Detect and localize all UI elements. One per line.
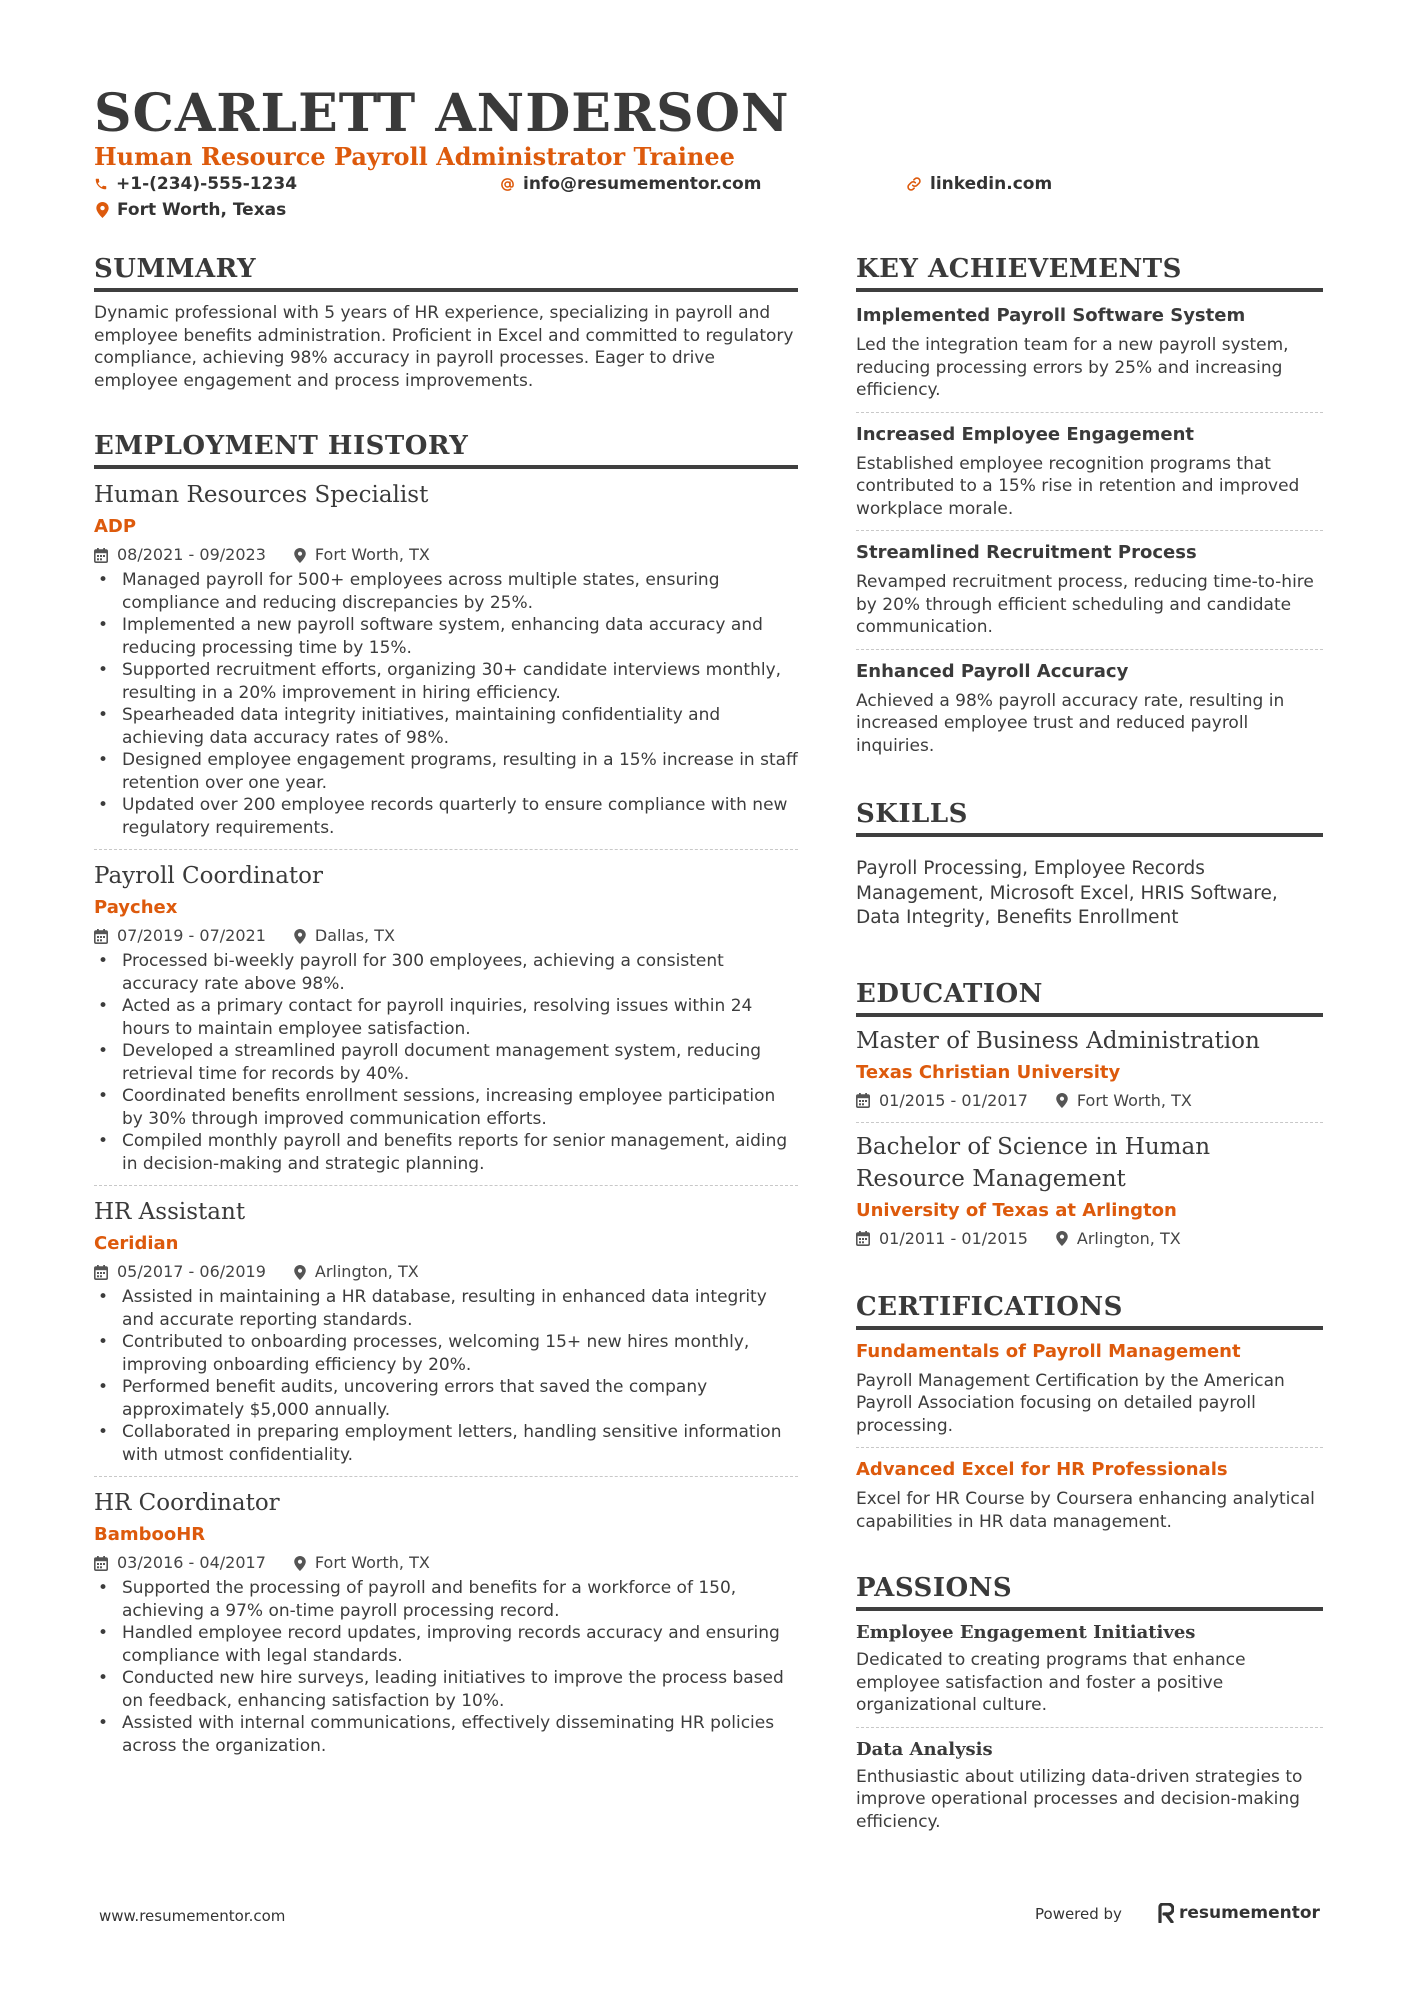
map-pin-icon — [1056, 1231, 1068, 1246]
job-bullet: • Spearheaded data integrity initiatives, maintaining confidentiality and achieving data accuracy rates of 98%. — [94, 704, 798, 749]
job-entry — [94, 1477, 798, 1767]
job-bullet: • Assisted in maintaining a HR database, resulting in enhanced data integrity and accurate reporting standards. — [94, 1286, 798, 1331]
passions-heading: PASSIONS — [856, 1571, 1323, 1611]
certification-desc: Excel for HR Course by Coursera enhancing analytical capabilities in HR data management. — [856, 1489, 1315, 1532]
job-bullets — [94, 569, 798, 839]
job-company: Ceridian — [94, 1233, 179, 1254]
job-bullet: • Updated over 200 employee records quarterly to ensure compliance with new regulatory requirements. — [94, 794, 798, 839]
job-dates: 03/2016 - 04/2017 — [117, 1553, 266, 1572]
education-dates: 01/2015 - 01/2017 — [879, 1090, 1028, 1110]
achievements-section — [856, 252, 1323, 767]
summary-section — [94, 252, 798, 392]
achievement-title: Implemented Payroll Software System — [856, 305, 1246, 326]
brand-logo[interactable] — [1158, 1901, 1320, 1925]
job-bullets — [94, 1286, 798, 1466]
map-pin-icon — [96, 202, 109, 218]
employment-section — [94, 429, 798, 1767]
achievements-heading: KEY ACHIEVEMENTS — [856, 252, 1323, 292]
education-item — [856, 1123, 1323, 1260]
job-dates: 08/2021 - 09/2023 — [117, 545, 266, 564]
job-title: HR Coordinator — [94, 1490, 280, 1516]
map-pin-icon — [294, 929, 306, 944]
education-section — [856, 977, 1323, 1260]
job-bullets — [94, 950, 798, 1175]
job-bullet: • Conducted new hire surveys, leading initiatives to improve the process based on feedback, enhancing satisfaction by 10%. — [94, 1667, 798, 1712]
job-location: Dallas, TX — [314, 926, 395, 945]
at-icon — [500, 177, 515, 192]
summary-text: Dynamic professional with 5 years of HR experience, specializing in payroll and employee benefits administration. Proficient in Excel and committed to regulatory compliance, achieving 98% accuracy in payroll processes. Eager to drive employee engagement and process improvements. — [94, 303, 794, 391]
job-bullet: • Coordinated benefits enrollment sessions, increasing employee participation by 30% through improved communication efforts. — [94, 1085, 798, 1130]
job-bullets — [94, 1577, 798, 1757]
job-location: Arlington, TX — [314, 1262, 419, 1281]
education-location: Fort Worth, TX — [1076, 1090, 1192, 1110]
education-degree: Master of Business Administration — [856, 1027, 1260, 1054]
job-company: BambooHR — [94, 1524, 206, 1545]
achievement-desc: Established employee recognition programs that contributed to a 15% rise in retention and improved workplace morale. — [856, 453, 1300, 519]
education-dates: 01/2011 - 01/2015 — [879, 1228, 1028, 1248]
education-degree: Bachelor of Science in Human Resource Management — [856, 1133, 1211, 1192]
passions-section — [856, 1571, 1323, 1843]
phone-icon — [94, 177, 108, 191]
calendar-icon — [94, 929, 108, 944]
education-item — [856, 1017, 1323, 1123]
achievement-desc: Led the integration team for a new payroll system, reducing processing errors by 25% and increasing efficiency. — [856, 335, 1289, 400]
map-pin-icon — [294, 1265, 306, 1280]
candidate-name: SCARLETT ANDERSON — [94, 83, 790, 144]
certification-title: Fundamentals of Payroll Management — [856, 1340, 1241, 1362]
job-bullet: • Performed benefit audits, uncovering errors that saved the company approximately $5,000 annually. — [94, 1376, 798, 1421]
job-company: Paychex — [94, 897, 178, 918]
achievement-title: Streamlined Recruitment Process — [856, 542, 1197, 563]
certifications-section — [856, 1290, 1323, 1544]
job-bullet: • Developed a streamlined payroll document management system, reducing retrieval time for records by 40%. — [94, 1040, 798, 1085]
job-company: ADP — [94, 516, 137, 537]
right-column — [856, 252, 1323, 1843]
job-location-wrap — [294, 1552, 430, 1574]
job-meta — [94, 1552, 798, 1574]
calendar-icon — [94, 548, 108, 563]
skills-heading: SKILLS — [856, 797, 1323, 837]
calendar-icon — [856, 1093, 870, 1108]
education-heading: EDUCATION — [856, 977, 1323, 1017]
education-meta — [856, 1090, 1323, 1112]
phone-text[interactable]: +1-(234)-555-1234 — [116, 174, 298, 194]
job-bullet: • Collaborated in preparing employment letters, handling sensitive information with utmost confidentiality. — [94, 1421, 798, 1466]
contact-linkedin — [906, 173, 1052, 195]
job-dates: 07/2019 - 07/2021 — [117, 926, 266, 945]
achievement-desc: Achieved a 98% payroll accuracy rate, resulting in increased employee trust and reduced payroll inquiries. — [856, 690, 1285, 756]
candidate-headline: Human Resource Payroll Administrator Trainee — [94, 142, 735, 171]
skills-section — [856, 797, 1323, 931]
job-entry — [94, 850, 798, 1186]
resumementor-logo-icon — [1158, 1903, 1174, 1923]
contact-email — [500, 173, 761, 195]
job-bullet: • Compiled monthly payroll and benefits reports for senior management, aiding in decision-making and strategic planning. — [94, 1130, 798, 1175]
job-title: Human Resources Specialist — [94, 482, 429, 508]
calendar-icon — [94, 1265, 108, 1280]
job-list — [94, 479, 798, 1767]
certifications-heading: CERTIFICATIONS — [856, 1290, 1323, 1330]
job-title: Payroll Coordinator — [94, 863, 323, 889]
passion-desc: Dedicated to creating programs that enhance employee satisfaction and foster a positive organizational culture. — [856, 1650, 1246, 1715]
calendar-icon — [94, 1556, 108, 1571]
job-bullet: • Assisted with internal communications, effectively disseminating HR policies across the organization. — [94, 1712, 798, 1757]
map-pin-icon — [294, 1556, 306, 1571]
job-meta — [94, 544, 798, 566]
job-meta — [94, 925, 798, 947]
job-bullet: • Processed bi-weekly payroll for 300 employees, achieving a consistent accuracy rate above 98%. — [94, 950, 798, 995]
contact-location — [96, 199, 286, 221]
achievement-title: Enhanced Payroll Accuracy — [856, 660, 1129, 682]
map-pin-icon — [1056, 1093, 1068, 1108]
achievement-title: Increased Employee Engagement — [856, 423, 1194, 445]
left-column — [94, 252, 798, 1767]
job-location: Fort Worth, TX — [314, 1553, 430, 1572]
employment-heading: EMPLOYMENT HISTORY — [94, 429, 798, 469]
job-title: HR Assistant — [94, 1199, 246, 1225]
job-entry — [94, 1186, 798, 1477]
education-location: Arlington, TX — [1076, 1228, 1181, 1248]
education-meta — [856, 1228, 1323, 1250]
job-entry — [94, 479, 798, 850]
location-text: Fort Worth, Texas — [117, 200, 287, 220]
education-school: Texas Christian University — [856, 1061, 1121, 1083]
passion-item — [856, 1728, 1323, 1844]
job-bullet: • Implemented a new payroll software system, enhancing data accuracy and reducing processing time by 15%. — [94, 614, 798, 659]
skills-text: Payroll Processing, Employee Records Management, Microsoft Excel, HRIS Software, Data Integrity, Benefits Enrollment — [856, 858, 1278, 928]
powered-by-label: Powered by — [1035, 1905, 1122, 1923]
link-icon — [906, 176, 922, 192]
job-bullet: • Managed payroll for 500+ employees across multiple states, ensuring compliance and reducing discrepancies by 25%. — [94, 569, 798, 614]
education-school: University of Texas at Arlington — [856, 1199, 1177, 1221]
calendar-icon — [856, 1231, 870, 1246]
email-text[interactable]: info@resumementor.com — [523, 174, 762, 194]
job-location-wrap — [294, 925, 395, 947]
job-bullet: • Acted as a primary contact for payroll inquiries, resolving issues within 24 hours to maintain employee satisfaction. — [94, 995, 798, 1040]
footer-url[interactable]: www.resumementor.com — [99, 1907, 286, 1925]
achievement-item — [856, 413, 1323, 532]
achievement-item — [856, 650, 1323, 768]
certification-title: Advanced Excel for HR Professionals — [856, 1459, 1228, 1480]
job-dates: 05/2017 - 06/2019 — [117, 1262, 266, 1281]
job-bullet: • Handled employee record updates, improving records accuracy and ensuring compliance with legal standards. — [94, 1622, 798, 1667]
summary-heading: SUMMARY — [94, 252, 798, 292]
job-location-wrap — [294, 544, 430, 566]
job-bullet: • Designed employee engagement programs, resulting in a 15% increase in staff retention over one year. — [94, 749, 798, 794]
job-bullet: • Contributed to onboarding processes, welcoming 15+ new hires monthly, improving onboarding efficiency by 20%. — [94, 1331, 798, 1376]
certification-desc: Payroll Management Certification by the American Payroll Association focusing on detailed payroll processing. — [856, 1370, 1285, 1436]
job-location: Fort Worth, TX — [314, 545, 430, 564]
certification-item — [856, 1330, 1323, 1449]
education-location-wrap — [1056, 1090, 1192, 1112]
job-meta — [94, 1261, 798, 1283]
education-location-wrap — [1056, 1228, 1181, 1250]
achievement-desc: Revamped recruitment process, reducing time-to-hire by 20% through efficient scheduling and candidate communication. — [856, 572, 1314, 637]
achievement-item — [856, 531, 1323, 650]
passion-title: Data Analysis — [856, 1738, 993, 1760]
achievement-item — [856, 292, 1323, 413]
map-pin-icon — [294, 548, 306, 563]
passion-title: Employee Engagement Initiatives — [856, 1622, 1196, 1643]
brand-text: resumementor — [1179, 1903, 1320, 1923]
linkedin-text[interactable]: linkedin.com — [930, 174, 1053, 194]
job-bullet: • Supported the processing of payroll and benefits for a workforce of 150, achieving a 97% on-time payroll processing record. — [94, 1577, 798, 1622]
job-location-wrap — [294, 1261, 419, 1283]
contact-phone — [94, 173, 297, 195]
passion-desc: Enthusiastic about utilizing data-driven strategies to improve operational processes and decision-making efficiency. — [856, 1766, 1303, 1832]
job-bullet: • Supported recruitment efforts, organizing 30+ candidate interviews monthly, resulting in a 20% improvement in hiring efficiency. — [94, 659, 798, 704]
passion-item — [856, 1611, 1323, 1728]
certification-item — [856, 1448, 1323, 1543]
